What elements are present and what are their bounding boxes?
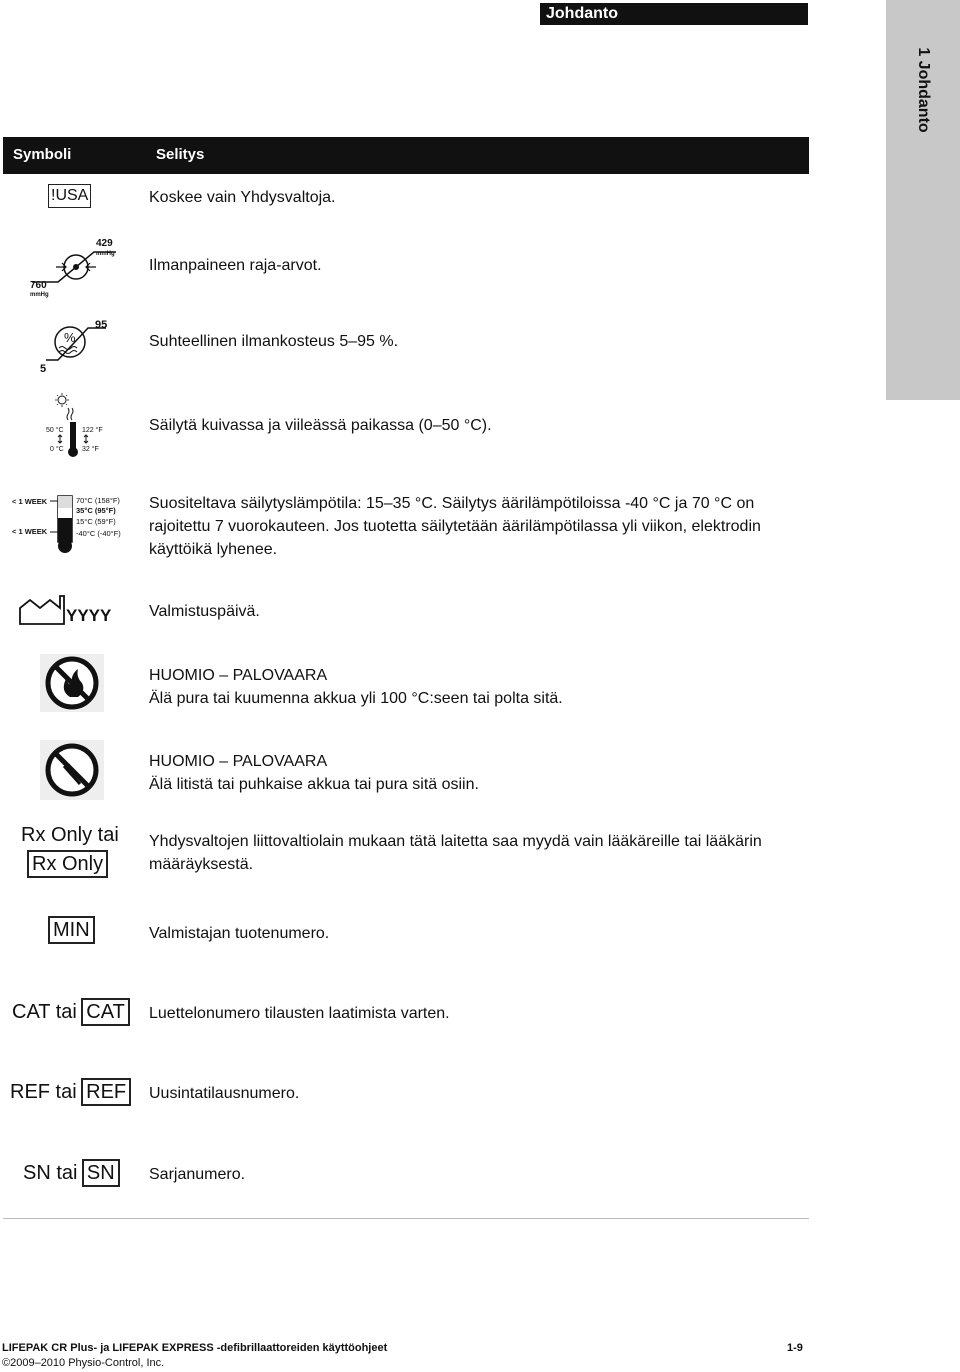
row-description: Koskee vain Yhdysvaltoja. [149, 189, 336, 206]
chapter-tab-label: 1 Johdanto [915, 47, 932, 133]
cat-symbol [12, 998, 130, 1026]
chapter-side-tab[interactable] [886, 0, 960, 400]
week-limit-label-low: < 1 WEEK [12, 527, 48, 536]
table-row [0, 392, 860, 462]
humidity-limit-icon [36, 314, 116, 378]
table-row [0, 822, 860, 884]
row-description: Sarjanumero. [149, 1166, 246, 1183]
row-description: Ilmanpaineen raja-arvot. [149, 257, 322, 274]
sn-plain: SN tai [23, 1162, 78, 1184]
table-bottom-divider [3, 1218, 809, 1219]
no-crush-icon [40, 740, 104, 800]
table-row [0, 1155, 860, 1195]
temp-limit-minus40: -40°C (-40°F) [76, 529, 121, 538]
row-description [149, 664, 799, 710]
usa-symbol: !USA [48, 184, 91, 208]
extreme-temperature-icon [10, 486, 135, 556]
row-description: Suositeltava säilytyslämpötila: 15–35 °C. Säilytys äärilämpötiloissa -40 °C ja 70 °C on rajoitettu 7 vuorokauteen. Jos tuotetta säilytetään äärilämpötilassa yli viikon, elektrodin käyttöikä lyhenee. [149, 495, 761, 558]
cat-plain: CAT tai [12, 1001, 77, 1023]
section-title: Johdanto [546, 5, 618, 22]
temp-low-fahrenheit: 32 °F [82, 446, 99, 453]
table-row [0, 232, 860, 302]
pressure-low-value: 760 [30, 280, 47, 291]
pressure-limit-icon [26, 232, 126, 300]
section-title-bar [540, 3, 808, 25]
table-row [0, 312, 860, 378]
no-fire-icon [40, 654, 104, 712]
humidity-low-value: 5 [40, 363, 47, 375]
warning-title: HUOMIO – PALOVAARA [149, 667, 328, 684]
pressure-high-unit: mmHg [96, 251, 115, 257]
humidity-percent-glyph: % [64, 330, 76, 345]
pressure-low-unit: mmHg [30, 292, 49, 298]
ref-boxed: REF [81, 1078, 131, 1106]
temp-limit-15: 15°C (59°F) [76, 517, 116, 526]
sn-boxed: SN [82, 1159, 120, 1187]
temp-limit-70: 70°C (158°F) [76, 496, 120, 505]
table-row [0, 1074, 860, 1114]
rx-only-symbol [21, 824, 119, 878]
row-description: Säilytä kuivassa ja viileässä paikassa (0–50 °C). [149, 417, 492, 434]
row-description: Suhteellinen ilmankosteus 5–95 %. [149, 333, 399, 350]
row-description: Valmistuspäivä. [149, 603, 260, 620]
temperature-storage-icon [44, 392, 114, 460]
table-row [0, 740, 860, 802]
rx-only-boxed: Rx Only [27, 850, 108, 878]
row-description [149, 750, 799, 796]
table-row [0, 994, 860, 1034]
cat-boxed: CAT [81, 998, 130, 1026]
footer-document-title: LIFEPAK CR Plus- ja LIFEPAK EXPRESS -defibrillaattoreiden käyttöohjeet [2, 1342, 388, 1354]
footer-page-number: 1-9 [787, 1342, 803, 1354]
min-symbol: MIN [48, 916, 95, 944]
manufacture-date-format: YYYY [66, 606, 112, 625]
footer-copyright: ©2009–2010 Physio-Control, Inc. [2, 1357, 165, 1369]
column-header-symbol: Symboli [13, 146, 72, 163]
sn-symbol [23, 1159, 120, 1187]
warning-text: Älä pura tai kuumenna akkua yli 100 °C:seen tai polta sitä. [149, 690, 563, 707]
column-header-description: Selitys [156, 146, 205, 163]
rx-only-plain: Rx Only tai [21, 824, 119, 846]
row-description: Uusintatilausnumero. [149, 1085, 300, 1102]
table-header [3, 137, 809, 174]
row-description: Luettelonumero tilausten laatimista varten. [149, 1005, 450, 1022]
table-row [0, 590, 860, 630]
warning-text: Älä litistä tai puhkaise akkua tai pura sitä osiin. [149, 776, 479, 793]
table-row [0, 484, 860, 574]
week-limit-label-high: < 1 WEEK [12, 497, 48, 506]
row-description: Valmistajan tuotenumero. [149, 925, 330, 942]
temp-high-celsius: 50 °C [46, 427, 64, 434]
ref-plain: REF tai [10, 1081, 77, 1103]
pressure-high-value: 429 [96, 238, 113, 249]
warning-title: HUOMIO – PALOVAARA [149, 753, 328, 770]
manufacture-date-icon [16, 592, 116, 628]
table-row [0, 180, 860, 216]
table-row [0, 914, 860, 954]
temp-limit-35: 35°C (95°F) [76, 506, 116, 515]
humidity-high-value: 95 [95, 319, 108, 331]
table-row [0, 654, 860, 714]
temp-high-fahrenheit: 122 °F [82, 427, 103, 434]
temp-low-celsius: 0 °C [50, 446, 64, 453]
ref-symbol [10, 1078, 131, 1106]
row-description: Yhdysvaltojen liittovaltiolain mukaan tätä laitetta saa myydä vain lääkäreille tai lääkärin määräyksestä. [149, 833, 762, 873]
